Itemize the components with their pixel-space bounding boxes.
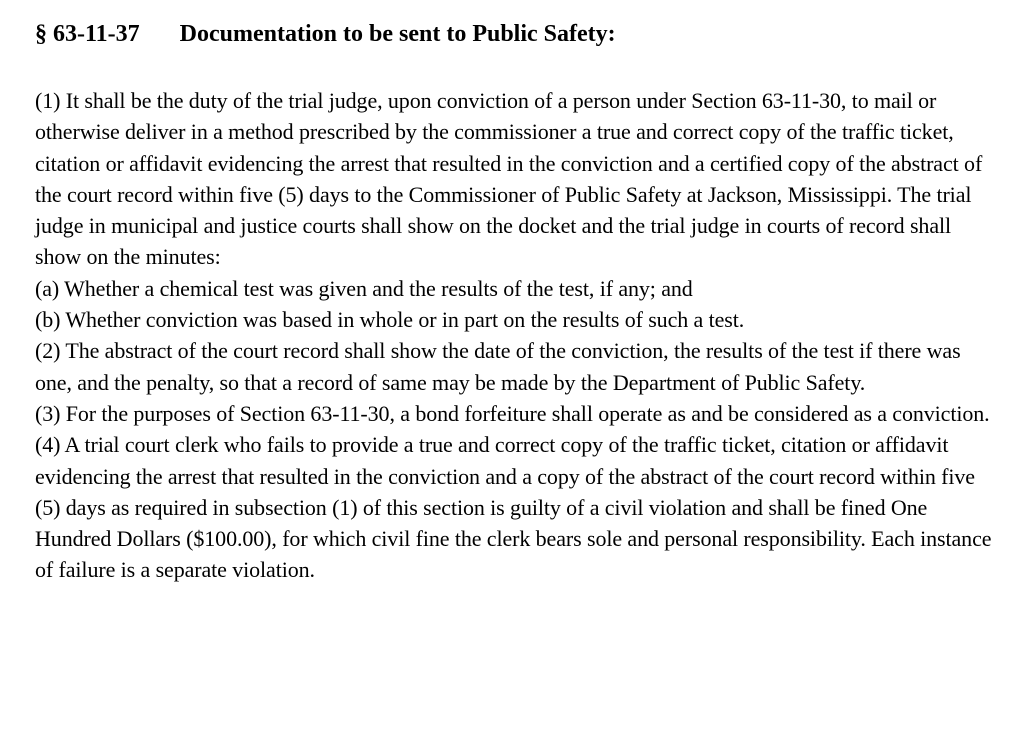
statute-section-number: § 63-11-37 bbox=[35, 21, 140, 47]
statute-paragraph-1b: (b) Whether conviction was based in whole or in part on the results of such a test. bbox=[35, 307, 745, 333]
statute-paragraph-3: (3) For the purposes of Section 63-11-30, a bond forfeiture shall operate as and be considered as a conviction. bbox=[35, 400, 990, 426]
statute-paragraph-1a: (a) Whether a chemical test was given and the results of the test, if any; and bbox=[35, 275, 693, 301]
statute-body bbox=[35, 85, 996, 586]
statute-paragraph-4: (4) A trial court clerk who fails to provide a true and correct copy of the traffic ticket, citation or affidavit evidencing the arrest that resulted in the conviction and a copy of the abstract of the court record within five (5) days as required in subsection (1) of this section is guilty of a civil violation and shall be fined One Hundred Dollars ($100.00), for which civil fine the clerk bears sole and personal responsibility. Each instance of failure is a separate violation. bbox=[35, 432, 992, 583]
statute-paragraph-2: (2) The abstract of the court record shall show the date of the conviction, the results of the test if there was one, and the penalty, so that a record of same may be made by the Department of Public Safety. bbox=[35, 338, 961, 395]
statute-heading bbox=[35, 18, 996, 50]
statute-title: Documentation to be sent to Public Safety: bbox=[179, 21, 616, 47]
statute-paragraph-1: (1) It shall be the duty of the trial judge, upon conviction of a person under Section 63-11-30, to mail or otherwise deliver in a method prescribed by the commissioner a true and correct copy of the traffic ticket, citation or affidavit evidencing the arrest that resulted in the conviction and a certified copy of the abstract of the court record within five (5) days to the Commissioner of Public Safety at Jackson, Mississippi. The trial judge in municipal and justice courts shall show on the docket and the trial judge in courts of record shall show on the minutes: bbox=[35, 88, 983, 270]
